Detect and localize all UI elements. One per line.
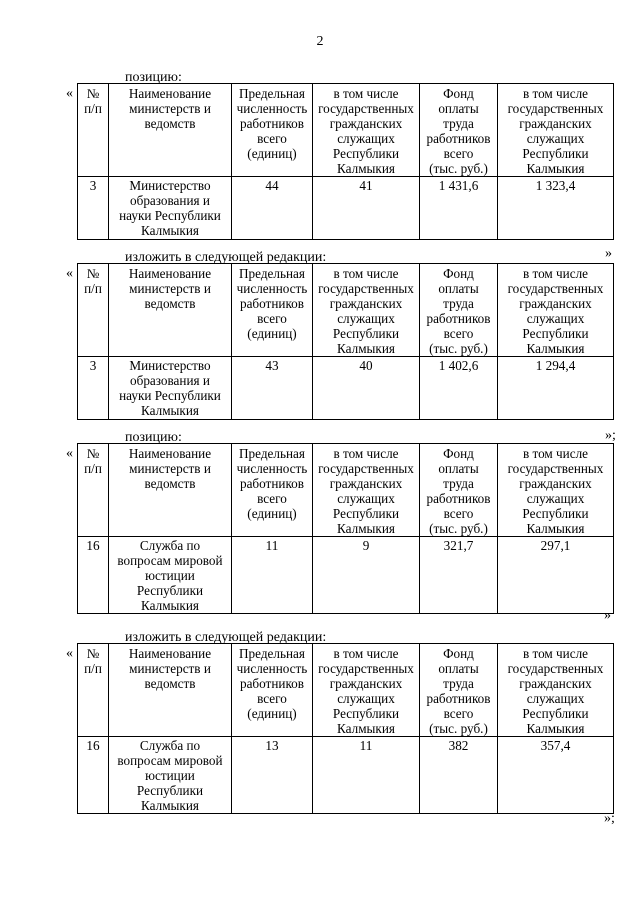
cell-line: служащих: [337, 131, 395, 146]
page-number: 2: [316, 34, 324, 49]
cell-line: (тыс. руб.): [429, 521, 488, 536]
cell-line: работников: [239, 476, 304, 491]
block-intro: позицию:: [125, 70, 182, 85]
cell-line: Республики: [522, 326, 589, 341]
cell-line: Республики: [332, 146, 400, 161]
cell-line: гражданских: [329, 296, 403, 311]
cell-line: служащих: [526, 131, 585, 146]
cell-name: [109, 177, 232, 240]
cell-line: служащих: [526, 691, 585, 706]
cell-line: труда: [443, 296, 474, 311]
cell-line: Фонд: [443, 86, 474, 101]
cell-line: Предельная: [239, 446, 305, 461]
cell-line: работников: [426, 491, 491, 506]
cell-line: работников: [426, 691, 491, 706]
cell-line: Предельная: [239, 646, 305, 661]
cell-line: численность: [236, 101, 308, 116]
cell-line: всего: [443, 326, 474, 341]
cell-line: численность: [236, 661, 308, 676]
cell-line: №: [86, 646, 100, 661]
cell-line: в том числе: [333, 266, 399, 281]
cell-line: Калмыкия: [141, 798, 199, 813]
cell-line: служащих: [337, 311, 395, 326]
cell-staff: 13: [232, 737, 313, 814]
cell-line: Наименование: [128, 446, 212, 461]
cell-line: п/п: [84, 461, 102, 476]
cell-fund-civil: 297,1: [498, 537, 614, 614]
header-cell-num: [78, 444, 109, 537]
cell-fund: 1 431,6: [420, 177, 498, 240]
table-header-row: [78, 84, 614, 177]
cell-line: гражданских: [519, 296, 592, 311]
table-row: [78, 537, 614, 614]
cell-line: (единиц): [247, 146, 297, 161]
header-cell-fund-civil: [498, 84, 614, 177]
cell-line: ведомств: [144, 116, 196, 131]
cell-line: образования и: [130, 373, 210, 388]
cell-line: ведомств: [144, 296, 196, 311]
cell-line: всего: [257, 491, 287, 506]
header-cell-fund: [420, 444, 498, 537]
cell-civil: 9: [313, 537, 420, 614]
cell-line: Министерство: [129, 358, 211, 373]
cell-line: (тыс. руб.): [429, 721, 488, 736]
cell-line: Министерство: [129, 178, 211, 193]
cell-line: п/п: [84, 281, 102, 296]
table-row: [78, 357, 614, 420]
cell-num: 16: [78, 537, 109, 614]
cell-line: Служба по: [139, 738, 201, 753]
cell-line: служащих: [337, 691, 395, 706]
cell-name: [109, 737, 232, 814]
table-header-row: [78, 644, 614, 737]
cell-num: 16: [78, 737, 109, 814]
cell-line: гражданских: [519, 676, 592, 691]
header-cell-civil: [313, 644, 420, 737]
cell-line: Предельная: [239, 266, 305, 281]
cell-num: 3: [78, 357, 109, 420]
cell-line: в том числе: [333, 86, 399, 101]
header-cell-fund: [420, 84, 498, 177]
cell-line: Калмыкия: [337, 161, 395, 176]
cell-line: государственных: [507, 461, 604, 476]
cell-line: государственных: [318, 461, 414, 476]
cell-line: Республики: [332, 706, 400, 721]
cell-line: всего: [257, 691, 287, 706]
header-cell-num: [78, 644, 109, 737]
cell-line: образования и: [130, 193, 210, 208]
cell-line: Фонд: [443, 446, 474, 461]
header-cell-civil: [313, 444, 420, 537]
cell-line: министерств и: [129, 661, 211, 676]
cell-line: работников: [426, 311, 491, 326]
cell-line: Калмыкия: [526, 721, 585, 736]
quote-open: «: [66, 446, 73, 461]
cell-line: численность: [236, 281, 308, 296]
quote-close: »: [604, 608, 611, 623]
cell-line: в том числе: [522, 446, 589, 461]
cell-fund: 321,7: [420, 537, 498, 614]
cell-line: Республики: [332, 326, 400, 341]
staffing-table: [77, 443, 614, 614]
block-intro: изложить в следующей редакции:: [125, 630, 327, 645]
cell-line: оплаты: [438, 461, 479, 476]
cell-line: в том числе: [333, 646, 399, 661]
header-cell-fund-civil: [498, 264, 614, 357]
cell-line: (единиц): [247, 326, 297, 341]
cell-line: Наименование: [128, 646, 212, 661]
quote-open: «: [66, 86, 73, 101]
cell-line: Калмыкия: [337, 721, 395, 736]
cell-line: государственных: [507, 661, 604, 676]
header-cell-fund-civil: [498, 644, 614, 737]
cell-line: науки Республики: [119, 388, 221, 403]
cell-line: гражданских: [329, 676, 403, 691]
cell-line: труда: [443, 476, 474, 491]
staffing-table: [77, 83, 614, 240]
cell-line: Калмыкия: [526, 521, 585, 536]
cell-staff: 44: [232, 177, 313, 240]
cell-line: Республики: [522, 706, 589, 721]
cell-line: всего: [443, 146, 474, 161]
header-cell-fund: [420, 644, 498, 737]
cell-line: гражданских: [329, 116, 403, 131]
cell-fund-civil: 1 323,4: [498, 177, 614, 240]
cell-line: Наименование: [128, 86, 212, 101]
cell-line: министерств и: [129, 101, 211, 116]
quote-open: «: [66, 266, 73, 281]
cell-line: ведомств: [144, 676, 196, 691]
cell-line: работников: [426, 131, 491, 146]
header-cell-staff: [232, 264, 313, 357]
header-cell-civil: [313, 264, 420, 357]
staffing-table: [77, 643, 614, 814]
cell-line: в том числе: [522, 646, 589, 661]
cell-line: вопросам мировой: [117, 753, 223, 768]
cell-line: государственных: [318, 101, 414, 116]
header-cell-name: [109, 264, 232, 357]
cell-line: вопросам мировой: [117, 553, 223, 568]
cell-line: работников: [239, 116, 304, 131]
cell-line: (тыс. руб.): [429, 161, 488, 176]
cell-line: служащих: [526, 311, 585, 326]
cell-line: в том числе: [522, 86, 589, 101]
cell-line: Калмыкия: [526, 161, 585, 176]
cell-line: всего: [443, 506, 474, 521]
cell-line: (тыс. руб.): [429, 341, 488, 356]
cell-staff: 43: [232, 357, 313, 420]
block-intro: позицию:: [125, 430, 182, 445]
quote-close: »;: [604, 811, 615, 826]
table-header-row: [78, 264, 614, 357]
cell-line: Калмыкия: [141, 223, 199, 238]
cell-name: [109, 537, 232, 614]
cell-line: государственных: [507, 101, 604, 116]
cell-line: №: [86, 86, 100, 101]
cell-line: оплаты: [438, 281, 479, 296]
cell-num: 3: [78, 177, 109, 240]
cell-line: всего: [443, 706, 474, 721]
cell-line: служащих: [337, 491, 395, 506]
cell-line: в том числе: [522, 266, 589, 281]
header-cell-staff: [232, 444, 313, 537]
cell-fund: 1 402,6: [420, 357, 498, 420]
cell-line: государственных: [507, 281, 604, 296]
cell-fund-civil: 357,4: [498, 737, 614, 814]
cell-line: гражданских: [329, 476, 403, 491]
cell-line: государственных: [318, 661, 414, 676]
cell-civil: 40: [313, 357, 420, 420]
cell-civil: 41: [313, 177, 420, 240]
cell-line: всего: [257, 131, 287, 146]
cell-line: гражданских: [519, 116, 592, 131]
cell-line: оплаты: [438, 661, 479, 676]
cell-line: министерств и: [129, 461, 211, 476]
header-cell-name: [109, 444, 232, 537]
cell-line: труда: [443, 116, 474, 131]
block-intro: изложить в следующей редакции:: [125, 250, 327, 265]
cell-line: труда: [443, 676, 474, 691]
header-cell-staff: [232, 84, 313, 177]
header-cell-num: [78, 264, 109, 357]
cell-line: всего: [257, 311, 287, 326]
cell-line: Калмыкия: [141, 403, 199, 418]
cell-line: Республики: [332, 506, 400, 521]
cell-line: оплаты: [438, 101, 479, 116]
cell-line: Наименование: [128, 266, 212, 281]
table-header-row: [78, 444, 614, 537]
cell-line: (единиц): [247, 506, 297, 521]
cell-line: Служба по: [139, 538, 201, 553]
cell-line: науки Республики: [119, 208, 221, 223]
cell-line: Фонд: [443, 266, 474, 281]
quote-close: »: [605, 246, 612, 261]
cell-line: Калмыкия: [526, 341, 585, 356]
cell-line: в том числе: [333, 446, 399, 461]
cell-line: Фонд: [443, 646, 474, 661]
header-cell-civil: [313, 84, 420, 177]
cell-line: работников: [239, 296, 304, 311]
cell-line: юстиции: [145, 568, 195, 583]
quote-open: «: [66, 646, 73, 661]
cell-fund: 382: [420, 737, 498, 814]
cell-staff: 11: [232, 537, 313, 614]
cell-line: Калмыкия: [337, 341, 395, 356]
table-row: [78, 737, 614, 814]
cell-line: служащих: [526, 491, 585, 506]
cell-civil: 11: [313, 737, 420, 814]
quote-close: »;: [605, 428, 616, 443]
header-cell-name: [109, 84, 232, 177]
cell-line: Республики: [136, 783, 204, 798]
cell-line: министерств и: [129, 281, 211, 296]
cell-line: Республики: [136, 583, 204, 598]
cell-line: п/п: [84, 101, 102, 116]
cell-line: государственных: [318, 281, 414, 296]
staffing-table: [77, 263, 614, 420]
cell-line: Калмыкия: [141, 598, 199, 613]
header-cell-staff: [232, 644, 313, 737]
table-row: [78, 177, 614, 240]
cell-fund-civil: 1 294,4: [498, 357, 614, 420]
cell-line: ведомств: [144, 476, 196, 491]
header-cell-name: [109, 644, 232, 737]
cell-line: Предельная: [239, 86, 305, 101]
cell-line: №: [86, 446, 100, 461]
cell-line: п/п: [84, 661, 102, 676]
header-cell-fund: [420, 264, 498, 357]
cell-line: юстиции: [145, 768, 195, 783]
header-cell-num: [78, 84, 109, 177]
cell-line: (единиц): [247, 706, 297, 721]
cell-name: [109, 357, 232, 420]
header-cell-fund-civil: [498, 444, 614, 537]
cell-line: численность: [236, 461, 308, 476]
cell-line: Калмыкия: [337, 521, 395, 536]
cell-line: №: [86, 266, 100, 281]
cell-line: Республики: [522, 506, 589, 521]
cell-line: работников: [239, 676, 304, 691]
cell-line: гражданских: [519, 476, 592, 491]
cell-line: Республики: [522, 146, 589, 161]
